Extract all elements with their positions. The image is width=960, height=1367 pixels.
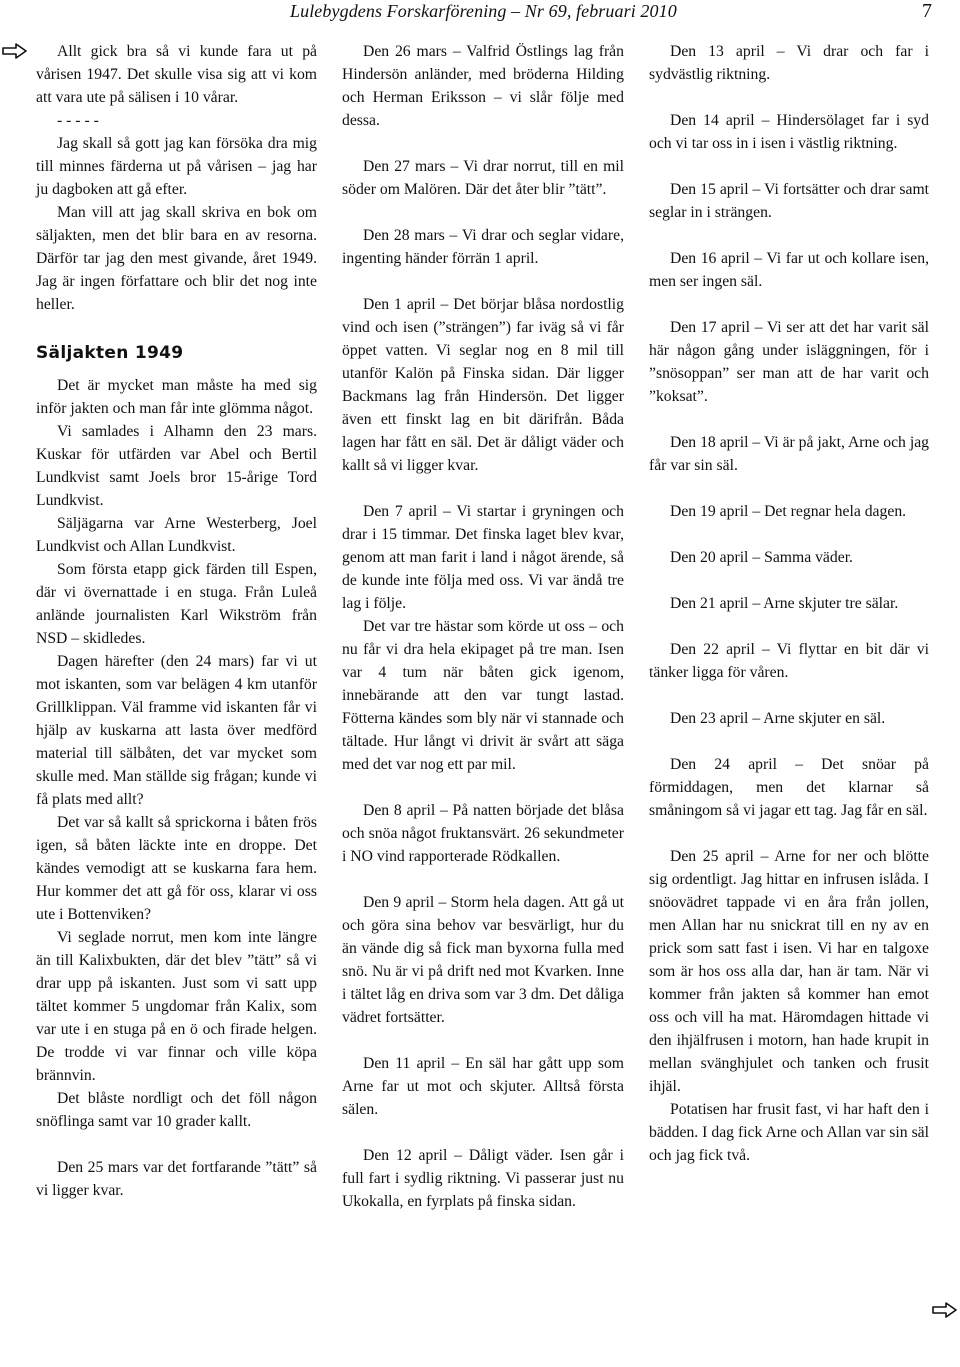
diary-entry: Potatisen har frusit fast, vi har haft den i bädden. I dag fick Arne och Allan var sin säl och jag fick två. bbox=[649, 1101, 929, 1164]
paragraph: Som första etapp gick färden till Espen, där vi övernattade i en stuga. Från Luleå anlände journalisten Karl Wikström från NSD – skidledes. bbox=[36, 561, 317, 647]
diary-entry: Den 21 april – Arne skjuter tre sälar. bbox=[670, 595, 899, 612]
diary-entry: Den 1 april – Det börjar blåsa nordostlig vind och isen (”strängen”) far iväg så vi får öppet vatten. Vi seglar nog en 8 mil till utanför Kalön på Finska sidan. Där ligger Backmans lag från Hindersön. Det ligger även ett finskt lag en bit därifrån. Båda lagen har fått en säl. Det är dåligt väder och kallt så vi ligger kvar. bbox=[342, 296, 624, 474]
page-header bbox=[0, 0, 960, 24]
diary-entry: Den 7 april – Vi startar i gryningen och drar i 15 timmar. Det finska laget blev kvar, genom att man farit i land i något ärende, så de kunde inte följa med oss. Vi var ändå tre lag i följe. bbox=[342, 503, 624, 612]
diary-entry: Den 24 april – Det snöar på förmiddagen, men det klarnar så småningom så vi jagar ett tag. Jag får en säl. bbox=[649, 756, 929, 819]
paragraph: Det blåste nordligt och det föll någon snöflinga samt var 10 grader kallt. bbox=[36, 1090, 317, 1130]
diary-entry: Den 20 april – Samma väder. bbox=[670, 549, 853, 566]
diary-entry: Den 13 april – Vi drar och far i sydvästlig riktning. bbox=[649, 43, 929, 83]
diary-entry: Den 18 april – Vi är på jakt, Arne och jag får var sin säl. bbox=[649, 434, 929, 474]
diary-entry: Den 11 april – En säl har gått upp som Arne far ut mot och skjuter. Alltså första sälen. bbox=[342, 1055, 624, 1118]
paragraph: Vi seglade norrut, men kom inte längre än till Kalixbukten, där det blev ”tätt” så vi drar upp på iskanten. Just som vi satt upp tältet kommer 5 ungdomar från Kalix, som var ute i en stuga på en ö och firade helgen. De trodde vi var finnar och ville köpa brännvin. bbox=[36, 929, 317, 1084]
paragraph: Vi samlades i Alhamn den 23 mars. Kuskar för utfärden var Abel och Bertil Lundkvist samt Joels bror 15-årige Tord Lundkvist. bbox=[36, 423, 317, 509]
arrow-right-outline-icon bbox=[932, 1301, 958, 1319]
column-1 bbox=[36, 40, 317, 1202]
paragraph: Det är mycket man måste ha med sig inför jakten och man får inte glömma något. bbox=[36, 377, 317, 417]
paragraph: Den 25 mars var det fortfarande ”tätt” så vi ligger kvar. bbox=[36, 1159, 317, 1199]
column-2 bbox=[342, 40, 624, 1213]
section-heading: Säljakten 1949 bbox=[36, 343, 184, 363]
diary-entry: Det var tre hästar som körde ut oss – och nu får vi dra hela ekipaget på tre man. Isen var 4 tum när båten gick igenom, innebärande att den var tungt lastad. Fötterna kändes som bly när vi stannade och tältade. Hur långt vi drivit är svårt att säga med det var nog ett par mil. bbox=[342, 618, 624, 773]
diary-entry: Den 27 mars – Vi drar norrut, till en mil söder om Malören. Där det åter blir ”tätt”. bbox=[342, 158, 624, 198]
diary-entry: Den 14 april – Hindersölaget far i syd och vi tar oss in i isen i västlig riktning. bbox=[649, 112, 929, 152]
diary-entry: Den 22 april – Vi flyttar en bit där vi tänker ligga för våren. bbox=[649, 641, 929, 681]
paragraph: Jag skall så gott jag kan försöka dra mig till minnes färderna ut på vårisen – jag har ju dagboken att gå efter. bbox=[36, 135, 317, 198]
diary-entry: Den 12 april – Dåligt väder. Isen går i full fart i sydlig riktning. Vi passerar just nu Ukokalla, en fyrplats på finska sidan. bbox=[342, 1147, 624, 1210]
paragraph: Allt gick bra så vi kunde fara ut på vårisen 1947. Det skulle visa sig att vi kom att vara ute på sälisen i 10 vårar. bbox=[36, 43, 317, 106]
diary-entry: Den 23 april – Arne skjuter en säl. bbox=[670, 710, 886, 727]
diary-entry: Den 8 april – På natten började det blåsa och snöa något fruktansvärt. 26 sekundmeter i NO vind rapporterade Rödkallen. bbox=[342, 802, 624, 865]
arrow-right-outline-icon bbox=[2, 42, 28, 60]
diary-entry: Den 26 mars – Valfrid Östlings lag från Hindersön anländer, med bröderna Hilding och Herman Eriksson – vi slår följe med dessa. bbox=[342, 43, 624, 129]
diary-entry: Den 28 mars – Vi drar och seglar vidare, ingenting händer förrän 1 april. bbox=[342, 227, 624, 267]
column-3 bbox=[649, 40, 929, 1167]
paragraph: Säljägarna var Arne Westerberg, Joel Lundkvist och Allan Lundkvist. bbox=[36, 515, 317, 555]
diary-entry: Den 16 april – Vi far ut och kollare isen, men ser ingen säl. bbox=[649, 250, 929, 290]
paragraph: Dagen härefter (den 24 mars) far vi ut mot iskanten, som var belägen 4 km utanför Grillklippan. Väl framme vid iskanten får vi hjälp av kuskarna att lasta över medförd material till sälbåten, det var mycket som skulle med. Man ställde sig frågan; kunde vi få plats med allt? bbox=[36, 653, 317, 808]
newsletter-title: Lulebygdens Forskarförening – Nr 69, februari 2010 bbox=[290, 1, 677, 21]
diary-entry: Den 19 april – Det regnar hela dagen. bbox=[670, 503, 907, 520]
paragraph: Man vill att jag skall skriva en bok om säljakten, men det blir bara en av resorna. Därför tar jag den mest givande, året 1949. Jag är ingen författare och blir det nog inte heller. bbox=[36, 204, 317, 313]
diary-entry: Den 9 april – Storm hela dagen. Att gå ut och göra sina behov var besvärligt, hur du än vände dig så fick man byxorna fulla med snö. Nu är vi på drift ned mot Kvarken. Inne i tältet låg en driva som var 3 dm. Det dåliga vädret fortsätter. bbox=[342, 894, 624, 1026]
paragraph: Det var så kallt så sprickorna i båten frös igen, så båten läckte inte en droppe. Det kändes vemodigt att se kuskarna fara hem. Hur kommer det att gå för oss, klarar vi oss ute i Bottenviken? bbox=[36, 814, 317, 923]
diary-entry: Den 15 april – Vi fortsätter och drar samt seglar in i strängen. bbox=[649, 181, 929, 221]
page-number: 7 bbox=[922, 0, 932, 22]
diary-entry: Den 25 april – Arne for ner och blötte sig ordentligt. Jag hittar en infrusen islåda. I snöovädret tappade vi en åra från jollen, men Allan har nu snickrat till en ny av en prick som satt fast i isen. Vi har en talgoxe som är hos oss alla dar, han är tam. När vi kommer från jakten så kommer han emot oss och vill ha mat. Häromdagen hittade vi den ihjälfrusen i motorn, han hade krupit in mellan svänghjulet och tanken och frusit ihjäl. bbox=[649, 848, 929, 1095]
diary-entry: Den 17 april – Vi ser att det har varit säl här någon gång under isläggningen, för i ”snösoppan” ser man att de har varit och ”koksat”. bbox=[649, 319, 929, 405]
section-divider: - - - - - bbox=[57, 112, 99, 129]
